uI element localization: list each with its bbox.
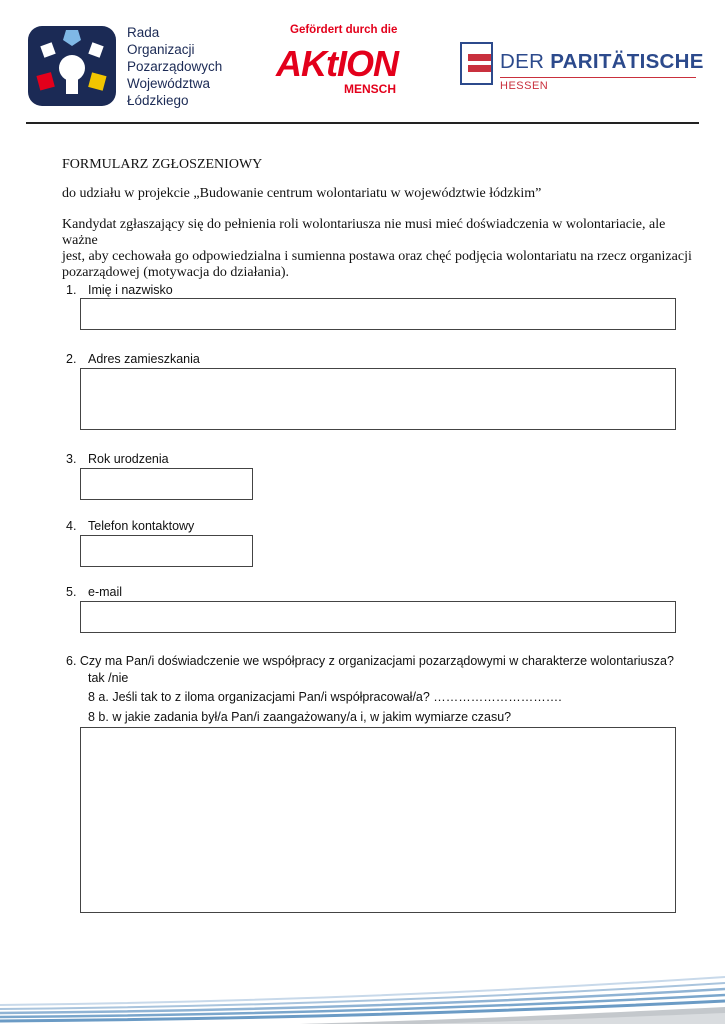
rada-name: Rada Organizacji Pozarządowych Województwa Łódzkiego xyxy=(127,25,223,108)
question-6-options: tak /nie xyxy=(88,671,129,685)
aktion-sub: MENSCH xyxy=(344,82,397,96)
field-label-address: 2. Adres zamieszkania xyxy=(66,352,200,366)
question-6: 6. Czy ma Pan/i doświadczenie we współpracy z organizacjami pozarządowymi w charakterze wolontariusza? xyxy=(66,654,674,668)
phone-input[interactable] xyxy=(80,535,253,567)
paritaetische-name: DER PARITÄTISCHE xyxy=(500,50,704,73)
field-label-phone: 4. Telefon kontaktowy xyxy=(66,519,195,533)
email-input[interactable] xyxy=(80,601,676,633)
address-input[interactable] xyxy=(80,368,676,430)
field-label-name: 1. Imię i nazwisko xyxy=(66,283,173,297)
name-input[interactable] xyxy=(80,298,676,330)
birth-year-input[interactable] xyxy=(80,468,253,500)
field-label-birth-year: 3. Rok urodzenia xyxy=(66,452,169,466)
form-subtitle: do udziału w projekcie „Budowanie centrum wolontariatu w województwie łódzkim” xyxy=(62,186,542,201)
question-8b: 8 b. w jakie zadania był/a Pan/i zaangażowany/a i, w jakim wymiarze czasu? xyxy=(88,710,512,724)
header-divider xyxy=(26,122,699,124)
intro-paragraph: Kandydat zgłaszający się do pełnienia roli wolontariusza nie musi mieć doświadczenia w wolontariacie, ale ważne jest, aby cechowała go odpowiedzialna i sumienna postawa oraz chęć podjęcia wolontariatu na rzecz organizacji pozarządowej (motywacja do działania). xyxy=(62,217,692,280)
aktion-name: AKtION xyxy=(276,43,398,84)
aktion-tagline: Gefördert durch die xyxy=(290,24,398,36)
rada-logo xyxy=(28,26,116,106)
question-8a: 8 a. Jeśli tak to z iloma organizacjami Pan/i współpracował/a? …………………………. xyxy=(88,690,562,704)
aktion-mensch-logo xyxy=(276,24,412,104)
paritaetische-sub: HESSEN xyxy=(500,80,549,92)
paritaetische-mark xyxy=(460,42,493,85)
form-title: FORMULARZ ZGŁOSZENIOWY xyxy=(62,157,263,172)
field-label-email: 5. e-mail xyxy=(66,585,123,599)
footer-swoosh xyxy=(0,975,725,1024)
experience-textarea[interactable] xyxy=(80,727,676,913)
paritaetische-logo xyxy=(460,42,704,92)
